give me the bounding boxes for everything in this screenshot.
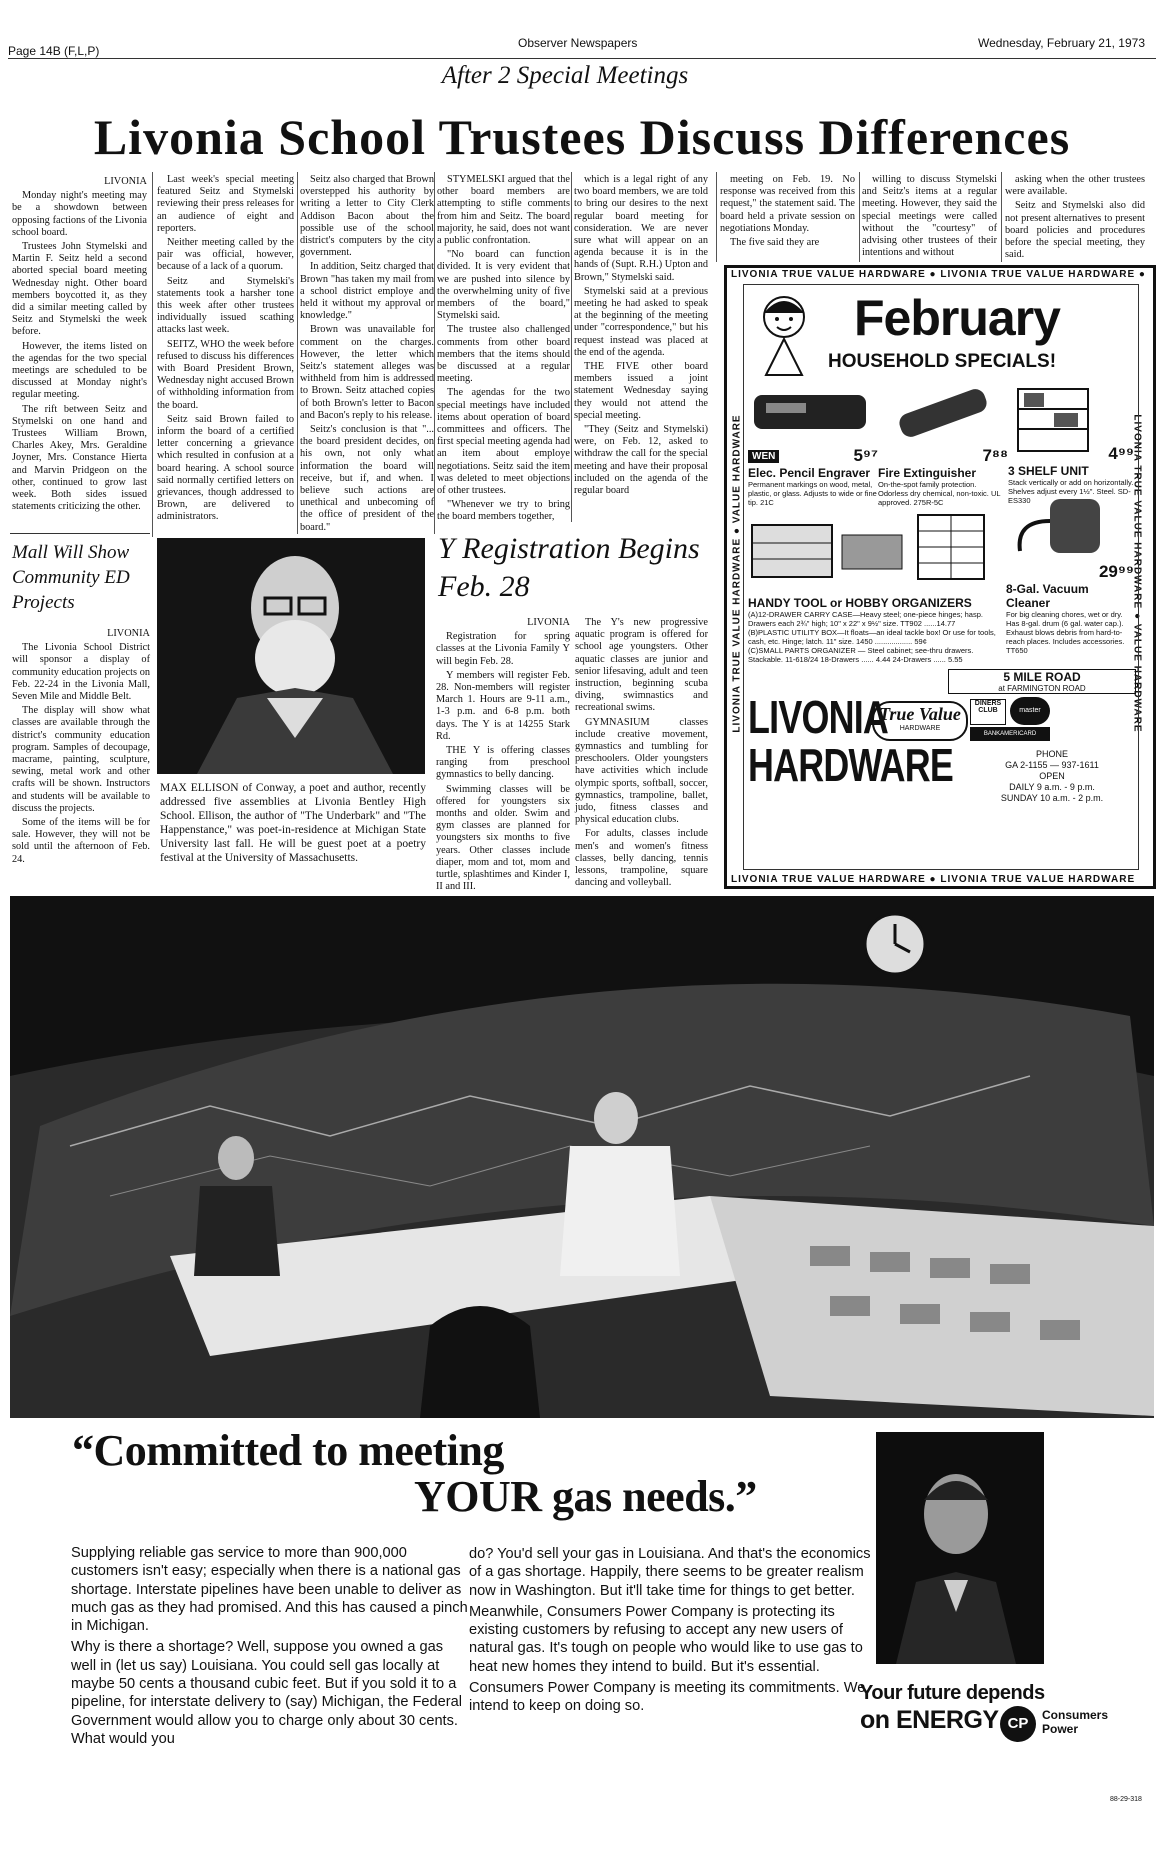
- story3-paragraph: GYMNASIUM classes include creative movement, gymnastics and tumbling for preschoolers. Older youngsters have activities which include olympic sports, softball, soccer, gymnastics, trampoline, ballet, judo, fitness classes and physical education clubs.: [575, 716, 708, 826]
- power-copy-paragraph: Meanwhile, Consumers Power Company is protecting its existing customers by refusing to accept any new users of natural gas. It's tough on people who would like to use gas to heat new homes they intend to build. But it's essential.: [469, 1603, 863, 1675]
- product-extinguisher: [878, 385, 1008, 507]
- power-copy-paragraph: Why is there a shortage? Well, suppose you owned a gas well in (let us say) Louisiana. You could sell gas locally at maybe 50 cents a thousand cubic feet. But if you sold it to a pipeline, for interstate delivery to (say) Michigan, the Federal Government would allow you to charge only about 30 cents. What would you: [71, 1639, 462, 1747]
- brand-sub: HARDWARE: [899, 725, 941, 732]
- ad-title: February: [854, 290, 1060, 346]
- product-name: 8-Gal. Vacuum Cleaner: [1006, 582, 1089, 610]
- hours-sunday: SUNDAY 10 a.m. - 2 p.m.: [1000, 793, 1104, 803]
- ad-frame-top: LIVONIA TRUE VALUE HARDWARE ● LIVONIA TRUE VALUE HARDWARE ●: [731, 269, 1146, 280]
- story-column-1: [12, 176, 147, 515]
- story2-rule: [10, 533, 150, 534]
- story-paragraph: However, the items listed on the agendas for the two special meetings are scheduled to be discussed at Monday night's regular meeting.: [12, 340, 147, 401]
- control-room-photo: [10, 896, 1154, 1418]
- company-name-line2: Power: [1042, 1722, 1079, 1736]
- ad-frame-left: LIVONIA TRUE VALUE HARDWARE ● VALUE HARDWARE: [731, 414, 743, 733]
- store-info: [970, 749, 1134, 804]
- product-desc: Permanent markings on wood, metal, plastic, or glass. Adjusts to wide or fine tip. 21C: [748, 480, 877, 507]
- story-paragraph: willing to discuss Stymelski and Seitz's items at a regular meeting. However, they said the special meetings were called without the "courtesy" of advising other trustees of their intentions and without: [862, 174, 997, 259]
- story-paragraph: Seitz said Brown failed to inform the board of a certified letter concerning a grievance which resulted in confusion at a board hearing. A school source said normally certified letters on grievances, though addressed to Brown, are delivered to administrators.: [157, 413, 294, 523]
- phone-number: GA 2-1155 — 937-1611: [1005, 760, 1099, 770]
- story3-paragraph: The Y's new progressive aquatic program is offered for school age youngsters. Other aquatic classes are junior and senior lifesaving, adult and teen instruction, beginning scuba diving, swimnastics and recreational swims.: [575, 617, 708, 714]
- story-paragraph: The agendas for the two special meetings have included items about operation of board committees and officers. The first special meeting agenda had an item about employe negotiations. Seitz said the item was deleted to meet objections of other trustees.: [437, 387, 570, 497]
- story-column-7: [862, 174, 997, 261]
- product-price: 4⁹⁹: [1108, 444, 1134, 463]
- hardware-ad: [724, 265, 1156, 889]
- story-paragraph: STYMELSKI argued that the other board members are attempting to stifle comments from him and Seitz. The board majority, he said, does not want a public confrontation.: [437, 174, 570, 247]
- product-engraver: [748, 385, 878, 507]
- story-paragraph: meeting on Feb. 19. No response was received from this request," the statement said. The board held a private session on negotiations Monday.: [720, 174, 855, 234]
- organizers-icon: [748, 511, 994, 591]
- story-paragraph: The trustee also challenged comments from other board members that the items should be discussed at a regular meeting.: [437, 324, 570, 385]
- ad-subtitle: HOUSEHOLD SPECIALS!: [828, 351, 1057, 372]
- control-room-illustration: [10, 896, 1154, 1418]
- story-paragraph: The five said they are: [730, 237, 820, 249]
- organizer-line-c: (C)SMALL PARTS ORGANIZER — Steel cabinet; see-thru drawers. Stackable. 11-618/24 18-Drawers ...... 4.44 24-Drawers ...... 5.55: [748, 646, 974, 664]
- story-headline: Livonia School Trustees Discuss Differences: [93, 109, 1071, 165]
- ad-frame-right: LIVONIA TRUE VALUE HARDWARE ● VALUE HARDWARE: [1131, 414, 1143, 733]
- power-copy-paragraph: Consumers Power Company is meeting its commitments. We intend to keep on doing so.: [469, 1680, 866, 1715]
- story-paragraph: LIVONIA: [104, 176, 147, 187]
- story-paragraph: Stymelski said at a previous meeting he had asked to speak at the beginning of the meeting under "correspondence," but his request instead was placed at the end of the agenda.: [574, 285, 708, 358]
- story3-paragraph: Swimming classes will be offered for youngsters six months and older. Swim and gym classes are planned for youngsters six months to five years. Other classes include diaper, mom and tot, mom and turtle, splashtimes and Kinder I, II and III.: [436, 783, 570, 893]
- column-rule: [297, 172, 298, 534]
- story-paragraph: Seitz's conclusion is that "... the board president decides, on his own, not only what information the board will receive, but if, and when. I believe such actions are unethical and unbecoming of the office of president of the board.": [300, 424, 434, 533]
- column-rule: [571, 172, 572, 522]
- story-column-4: [437, 174, 570, 526]
- product-price: 5⁹⁷: [853, 446, 878, 465]
- ad-inner: [743, 284, 1139, 870]
- story-paragraph: Monday night's meeting may be a showdown between opposing factions of the Livonia school board.: [12, 190, 147, 238]
- story3-paragraph: LIVONIA: [527, 617, 570, 628]
- story-paragraph: In addition, Seitz charged that Brown "has taken my mail from a school district employe and held it without my approval or knowledge.": [300, 261, 434, 322]
- consumers-power-logo: CP: [1000, 1706, 1036, 1742]
- story3-paragraph: Registration for spring classes at the Livonia Family Y will begin Feb. 28.: [436, 631, 570, 667]
- slogan-line-1: Your future depends: [860, 1682, 1045, 1704]
- column-rule: [716, 172, 717, 262]
- hours-daily: DAILY 9 a.m. - 9 p.m.: [1009, 782, 1095, 792]
- story-column-5: [574, 174, 708, 499]
- story-column-8: [1005, 174, 1145, 263]
- ad-code: 88-29-318: [1110, 1796, 1142, 1803]
- story-column-2: [157, 174, 294, 526]
- brand-name: True Value: [879, 704, 961, 724]
- power-headline-1: “Committed to meeting: [72, 1426, 504, 1475]
- shelf-icon: [1008, 385, 1108, 455]
- road-label: [948, 669, 1136, 694]
- store-name-line1: LIVONIA: [748, 691, 889, 743]
- story-paragraph: "No board can function divided. It is very evident that we are pushed into silence by the overwhelming unity of five members of the board," Stymelski said.: [437, 249, 570, 322]
- phone-label: PHONE: [1035, 749, 1068, 759]
- power-copy-right: [469, 1545, 875, 1719]
- product-vacuum: [1006, 491, 1134, 655]
- story-paragraph: THE FIVE other board members issued a joint statement Wednesday saying they would not attend the special meeting.: [574, 361, 708, 421]
- photo-caption: MAX ELLISON of Conway, a poet and author, recently addressed five assemblies at Livonia Bentley High School. Ellison, the author of "The Underbark" and "The Happenstance," was poet-in-residence at Michigan State University last fall. He will be guest poet at a poetry festival at the University of Massachusetts.: [160, 782, 426, 864]
- engraver-icon: [748, 385, 874, 441]
- story-paragraph: "They (Seitz and Stymelski) were, on Feb. 12, asked to withdraw the call for the special meeting and have their proposal included on the agenda of the regular board: [574, 424, 708, 497]
- story-paragraph: Neither meeting called by the pair was official, however, because of a lack of a quorum.: [157, 237, 294, 273]
- story2-headline: Mall Will Show Community ED Projects: [12, 542, 130, 613]
- product-shelf: [1008, 385, 1134, 505]
- company-name-line1: Consumers: [1042, 1708, 1109, 1722]
- story3-column-2: [575, 617, 708, 891]
- mascot-icon: [750, 291, 818, 377]
- product-price: 7⁸⁸: [982, 446, 1008, 465]
- story-kicker: After 2 Special Meetings: [441, 62, 689, 89]
- road-sub: at FARMINGTON ROAD: [998, 684, 1086, 693]
- product-desc: For big cleaning chores, wet or dry. Has 8-gal. drum (6 gal. water cap.). Exhaust blows debris from hard-to-reach places. Includes accessories. TT650: [1006, 610, 1125, 655]
- road-name: 5 MILE ROAD: [1003, 670, 1081, 684]
- product-name: 3 SHELF UNIT: [1008, 464, 1089, 478]
- story-paragraph: Trustees John Stymelski and Martin F. Seitz held a second aborted special board meeting Wednesday night. Other board members boycotted it, as they did a similar meeting called by Seitz and Stymelski the week before.: [12, 241, 147, 338]
- story2-body: [12, 628, 150, 868]
- true-value-logo: [872, 701, 968, 741]
- organizer-line-a: (A)12-DRAWER CARRY CASE—Heavy steel; one-piece hinges; hasp. Drawers each 2¾" high; 10" x 22" x 9½" size. TT902 ......14.77: [748, 610, 983, 628]
- power-copy-paragraph: Supplying reliable gas service to more than 900,000 customers isn't easy; especially when there is a national gas shortage. Interstate pipelines have been unable to deliver as much gas as they had promised. And this has caused a pinch in Michigan.: [71, 1545, 468, 1635]
- store-name-line2: HARDWARE: [748, 739, 954, 791]
- story-paragraph: Last week's special meeting featured Seitz and Stymelski reviewing their press releases for an audience of eight and reporters.: [157, 174, 294, 234]
- column-rule: [859, 172, 860, 262]
- wen-badge: WEN: [748, 450, 779, 463]
- power-copy-left: [71, 1544, 471, 1751]
- story3-paragraph: For adults, classes include men's and women's fitness classes, belly dancing, tennis lessons, trampoline, square dancing and volleyball.: [575, 828, 708, 889]
- product-name: Elec. Pencil Engraver: [748, 466, 871, 480]
- executive-photo: [876, 1432, 1044, 1664]
- story-paragraph: asking when the other trustees were available.: [1005, 174, 1145, 198]
- diners-club-badge: DINERS CLUB: [970, 699, 1006, 725]
- story-paragraph: which is a legal right of any two board members, we are told to bring our desires to the next regular board meeting for consideration. We are never sure what will appear on an agenda because it is in the hands of (Supt. R.H.) Upton and Brown," Stymelski said.: [574, 174, 708, 283]
- power-copy-paragraph: do? You'd sell your gas in Louisiana. And that's the economics of a gas shortage. Happily, there seems to be greater realism now in Washington. But it'll take time for things to get better.: [469, 1546, 871, 1599]
- story3-paragraph: Y members will register Feb. 28. Non-members will register March 1. Hours are 9-11 a.m., 1-3 p.m. and 6-8 p.m. both days. The Y is at 14255 Stark Rd.: [436, 669, 570, 742]
- story2-paragraph: The display will show what classes are available through the district's community education program. Samples of decoupage, macrame, painting, sculpture, sewing, metal work and other crafts will be shown. Instructors and students will be available to discuss the projects.: [12, 705, 150, 814]
- organizer-line-b: (B)PLASTIC UTILITY BOX—It floats—an ideal tackle box! Or use for tools, cash, etc. Hinge; latch. 11" size. 1450 .................. 59¢: [748, 628, 996, 646]
- story3-column-1: [436, 617, 570, 895]
- power-headline-2: YOUR gas needs.”: [414, 1472, 757, 1521]
- open-label: OPEN: [1039, 771, 1065, 781]
- product-desc: On-the-spot family protection. Odorless dry chemical, non-toxic. UL approved. 275R-5C: [878, 480, 1001, 507]
- poet-photo-illustration: [157, 538, 425, 774]
- page-number: Page 14B (F,L,P): [8, 44, 100, 58]
- header-rule: [8, 58, 1156, 59]
- ad-frame-bottom: LIVONIA TRUE VALUE HARDWARE ● LIVONIA TRUE VALUE HARDWARE: [731, 874, 1136, 885]
- poet-photo: [157, 538, 425, 774]
- story-paragraph: Seitz also charged that Brown overstepped his authority by writing a letter to City Clerk Addison Bacon about the possible use of the school district's computers by the city government.: [300, 174, 434, 259]
- slogan-line-2: on ENERGY: [860, 1706, 999, 1734]
- product-desc: Stack vertically or add on horizontally. Shelves adjust every 1½". Steel. SD-ES330: [1008, 478, 1134, 505]
- product-organizers: [748, 511, 998, 664]
- column-rule: [1001, 172, 1002, 262]
- product-price: 29⁹⁹: [1098, 562, 1134, 581]
- story-paragraph: "Whenever we try to bring the board members together,: [437, 499, 570, 523]
- column-rule: [152, 172, 153, 537]
- story2-paragraph: LIVONIA: [107, 628, 150, 639]
- story-paragraph: Seitz and Stymelski also did not present alternatives to present board policies and procedures before the special meeting, they said.: [1005, 200, 1145, 261]
- extinguisher-icon: [878, 385, 1004, 441]
- product-name: HANDY TOOL or HOBBY ORGANIZERS: [748, 596, 972, 610]
- story-paragraph: SEITZ, WHO the week before refused to discuss his differences with Board President Brown, Wednesday night accused Brown of withholding information from the board.: [157, 338, 294, 411]
- story-column-6: [720, 174, 855, 251]
- issue-date: Wednesday, February 21, 1973: [978, 36, 1145, 50]
- story2-paragraph: The Livonia School District will sponsor a display of community education projects on Feb. 22-24 in the Livonia Mall, Seven Mile and Middle Belt.: [12, 642, 150, 703]
- bankamericard-badge: BANKAMERICARD: [970, 727, 1050, 741]
- column-rule: [434, 172, 435, 534]
- story2-paragraph: Some of the items will be for sale. However, they will not be sold until the afternoon of Feb. 24.: [12, 817, 150, 865]
- story3-headline: Y Registration Begins Feb. 28: [438, 532, 700, 603]
- product-name: Fire Extinguisher: [878, 466, 977, 480]
- story-paragraph: The rift between Seitz and Stymelski on one hand and Trustees William Brown, Charles Akey, Mrs. Geraldine Joyner, Mrs. Constance Hierta and Marvin Pridgeon on the other, continued to grow last week. Both sides issued statements criticizing the other.: [12, 403, 147, 513]
- story-column-3: [300, 174, 434, 536]
- master-charge-badge: master: [1010, 697, 1050, 725]
- paper-name: Observer Newspapers: [518, 36, 638, 50]
- story-paragraph: Brown was unavailable for comment on the charges. However, the letter which Seitz's statement alleges was withheld from him is addressed to Brown. Seitz attached copies of both Brown's letter to Bacon and Bacon's reply to his release.: [300, 324, 434, 421]
- company-name: [1042, 1708, 1108, 1736]
- vacuum-icon: [1006, 491, 1126, 557]
- executive-illustration: [876, 1432, 1044, 1664]
- story-paragraph: Seitz and Stymelski's statements took a harsher tone this week after other trustees individually issued scathing attacks last week.: [157, 275, 294, 336]
- story3-paragraph: THE Y is offering classes ranging from preschool gymnastics to belly dancing.: [436, 745, 570, 781]
